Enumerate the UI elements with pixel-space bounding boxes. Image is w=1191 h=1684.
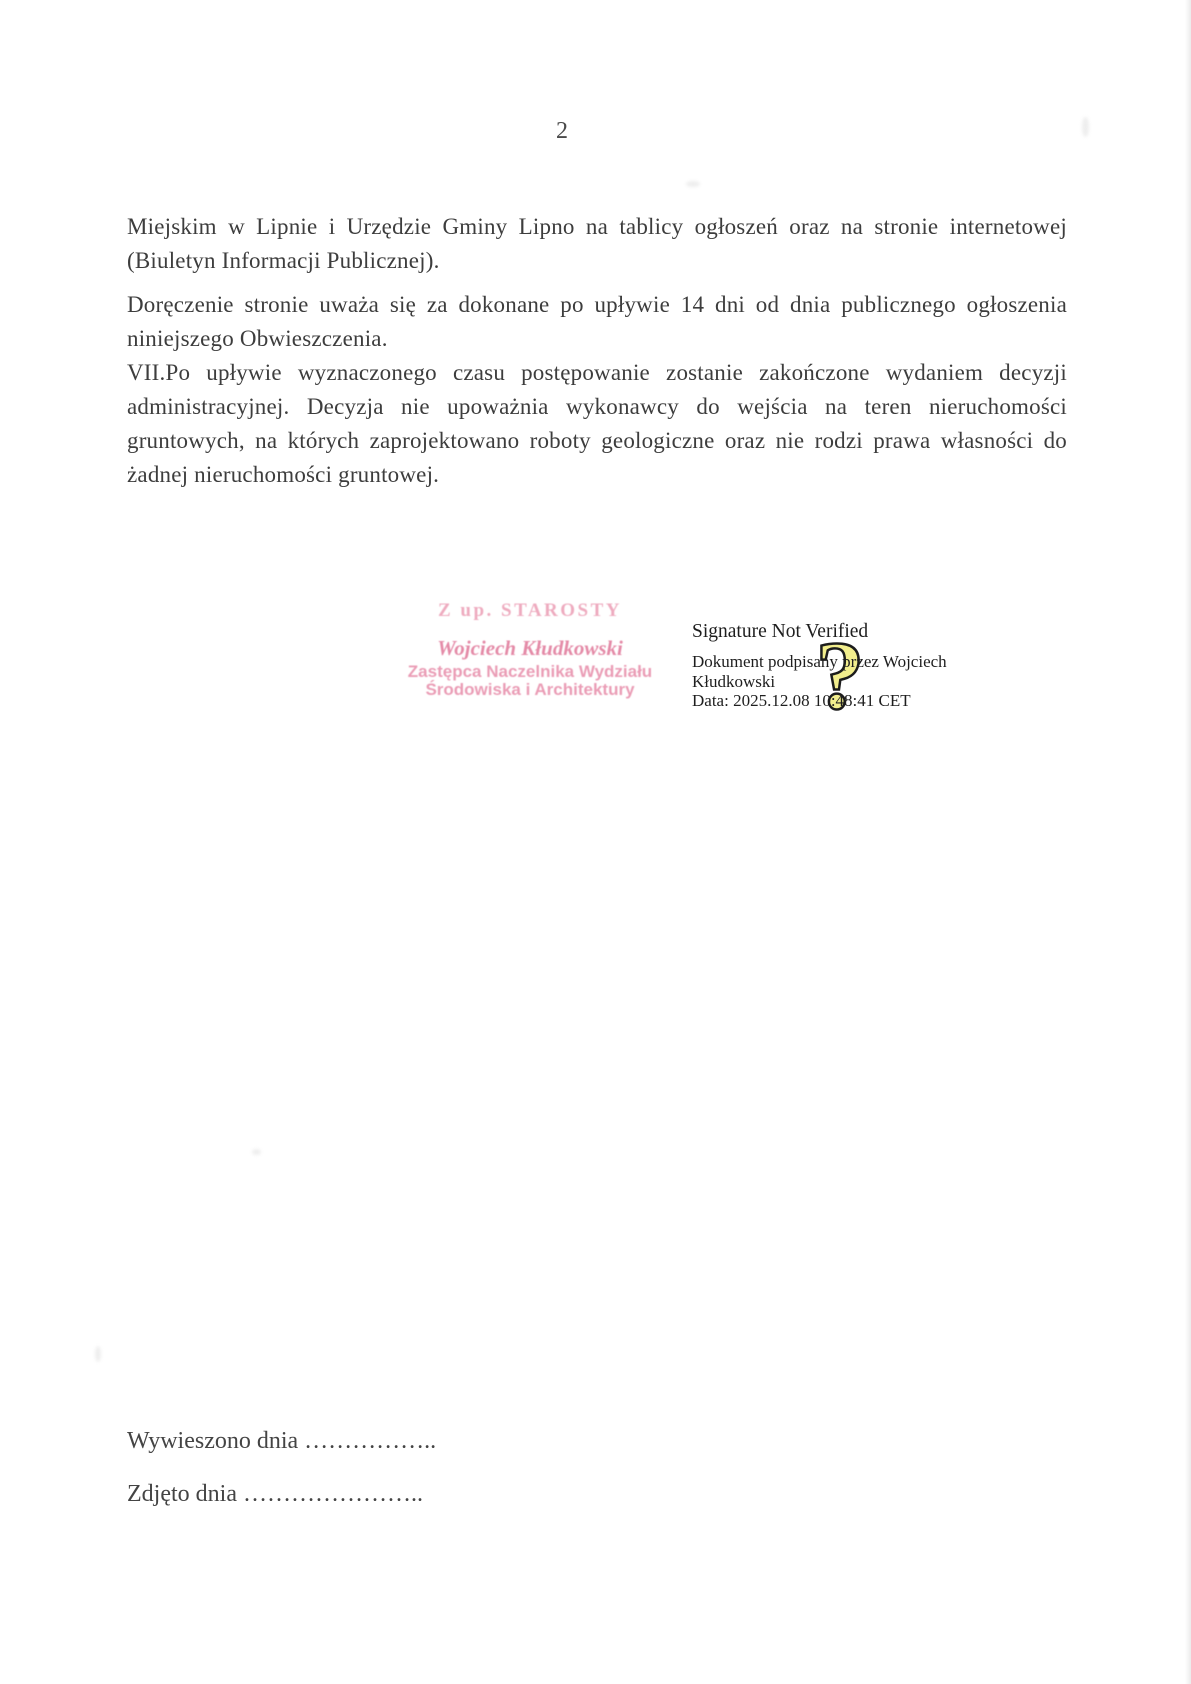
paragraph-publication-places: Miejskim w Lipnie i Urzędzie Gminy Lipno na tablicy ogłoszeń oraz na stronie internetowej (Biuletyn Informacji Publicznej). (127, 214, 1067, 273)
scan-artifact (95, 1346, 101, 1362)
stamp-signer-name: Wojciech Kłudkowski (437, 636, 623, 660)
stamp-signer-title-line1: Zastępca Naczelnika Wydziału (407, 662, 653, 681)
page-number: 2 (556, 118, 568, 144)
stamp-signer-title-line2: Środowiska i Architektury (425, 680, 635, 699)
signature-date-line: Data: 2025.12.08 10:48:41 CET (692, 691, 911, 710)
stamp-authority-line: Z up. STAROSTY (437, 600, 623, 621)
question-mark-glyph: ? (815, 632, 865, 716)
signature-status: Signature Not Verified (692, 621, 869, 642)
official-stamp (380, 600, 680, 699)
signature-signed-by-line1: Dokument podpisany przez Wojciech (692, 652, 947, 671)
scan-edge-shadow (1185, 0, 1191, 1684)
scan-artifact (1082, 117, 1089, 137)
paragraph-delivery-notice: Doręczenie stronie uważa się za dokonane po upływie 14 dni od dnia publicznego ogłoszenia niniejszego Obwieszczenia. (127, 292, 1067, 351)
scan-artifact (252, 1149, 261, 1155)
digital-signature-block (692, 620, 992, 711)
removed-date-fill-in-line: Zdjęto dnia ………………….. (127, 1481, 423, 1507)
posted-date-fill-in-line: Wywieszono dnia …………….. (127, 1428, 437, 1454)
signature-signed-by-line2: Kłudkowski (692, 671, 776, 691)
paragraph-section-vii: VII.Po upływie wyznaczonego czasu postępowanie zostanie zakończone wydaniem decyzji administracyjnej. Decyzja nie upoważnia wykonawcy do wejścia na teren nieruchomości gruntowych, na których zaprojektowano roboty geologiczne oraz nie rodzi prawa własności do żadnej nieruchomości gruntowej. (127, 360, 1067, 487)
scan-artifact (686, 181, 700, 187)
